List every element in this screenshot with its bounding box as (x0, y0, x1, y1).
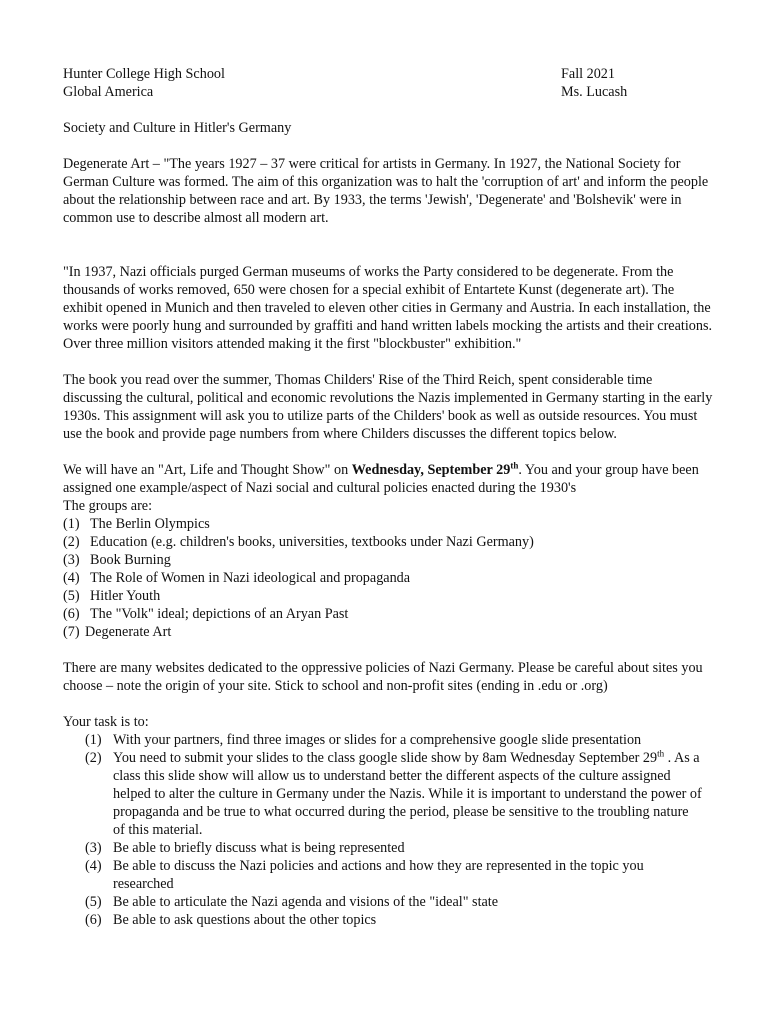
list-item: (4) The Role of Women in Nazi ideological and propaganda (63, 570, 411, 586)
document-body (63, 119, 713, 929)
list-item: (6) Be able to ask questions about the other topics (85, 912, 377, 928)
task-list (63, 731, 713, 929)
intro-paragraph: Degenerate Art – "The years 1927 – 37 were critical for artists in Germany. In 1927, the National Society for German Culture was formed. The aim of this organization was to halt the 'corruption of art' and inform the people about the relationship between race and art. By 1933, the terms 'Jewish', 'Degenerate' and 'Bolshevik' were in common use to describe almost all modern art. (63, 156, 709, 226)
list-item: (1) With your partners, find three images or slides for a comprehensive google slide presentation (85, 732, 642, 748)
show-details-text: . You and your group have been assigned one example/aspect of Nazi social and cultural policies enacted during the 1930's (63, 462, 699, 496)
course-name: Global America (63, 84, 154, 100)
document-title: Society and Culture in Hitler's Germany (63, 120, 292, 136)
list-item: (1) The Berlin Olympics (63, 516, 210, 532)
document-header (63, 65, 643, 101)
show-date: Wednesday, September 29th (351, 460, 519, 478)
show-paragraph (63, 461, 713, 497)
book-paragraph: The book you read over the summer, Thomas Childers' Rise of the Third Reich, spent considerable time discussing the cultural, political and economic revolutions the Nazis implemented in Germany starting in the early 1930s. This assignment will ask you to utilize parts of the Childers' book as well as outside resources. You must use the book and provide page numbers from where Childers discusses the different topics below. (63, 372, 713, 442)
websites-paragraph: There are many websites dedicated to the oppressive policies of Nazi Germany. Please be careful about sites you choose – note the origin of your site. Stick to school and non-profit sites (ending in .edu or .org) (63, 660, 703, 694)
term: Fall 2021 (561, 66, 615, 82)
school-name: Hunter College High School (63, 66, 225, 82)
list-item: (5) Be able to articulate the Nazi agenda and visions of the "ideal" state (85, 894, 499, 910)
list-item: (3) Book Burning (63, 552, 171, 568)
groups-list (63, 515, 713, 641)
show-intro-text: We will have an "Art, Life and Thought Show" on (63, 462, 352, 478)
list-item: (5) Hitler Youth (63, 588, 161, 604)
list-item: (3) Be able to briefly discuss what is being represented (85, 840, 405, 856)
teacher-name: Ms. Lucash (561, 84, 628, 100)
list-item: (7) Degenerate Art (63, 624, 172, 640)
quote-paragraph: "In 1937, Nazi officials purged German museums of works the Party considered to be degenerate. From the thousands of works removed, 650 were chosen for a special exhibit of Entartete Kunst (degenerate art). The exhibit opened in Munich and then traveled to eleven other cities in Germany and Austria. In each installation, the works were poorly hung and surrounded by graffiti and hand written labels mocking the artists and their creations. Over three million visitors attended making it the first "blockbuster" exhibition." (63, 264, 713, 352)
task-intro: Your task is to: (63, 714, 149, 730)
list-item: (2) You need to submit your slides to the class google slide show by 8am Wednesday September 29th . As a class this slide show will allow us to understand better the different aspects of the culture assigned helped to alter the culture in Germany under the Nazis. While it is important to understand the power of propaganda and be true to what occurred during the period, please be sensitive to the troubling nature of this material. (85, 748, 702, 838)
list-item: (6) The "Volk" ideal; depictions of an Aryan Past (63, 606, 349, 622)
groups-intro: The groups are: (63, 498, 153, 514)
list-item: (2) Education (e.g. children's books, universities, textbooks under Nazi Germany) (63, 534, 534, 550)
list-item: (4) Be able to discuss the Nazi policies and actions and how they are represented in the topic you researched (85, 858, 644, 892)
